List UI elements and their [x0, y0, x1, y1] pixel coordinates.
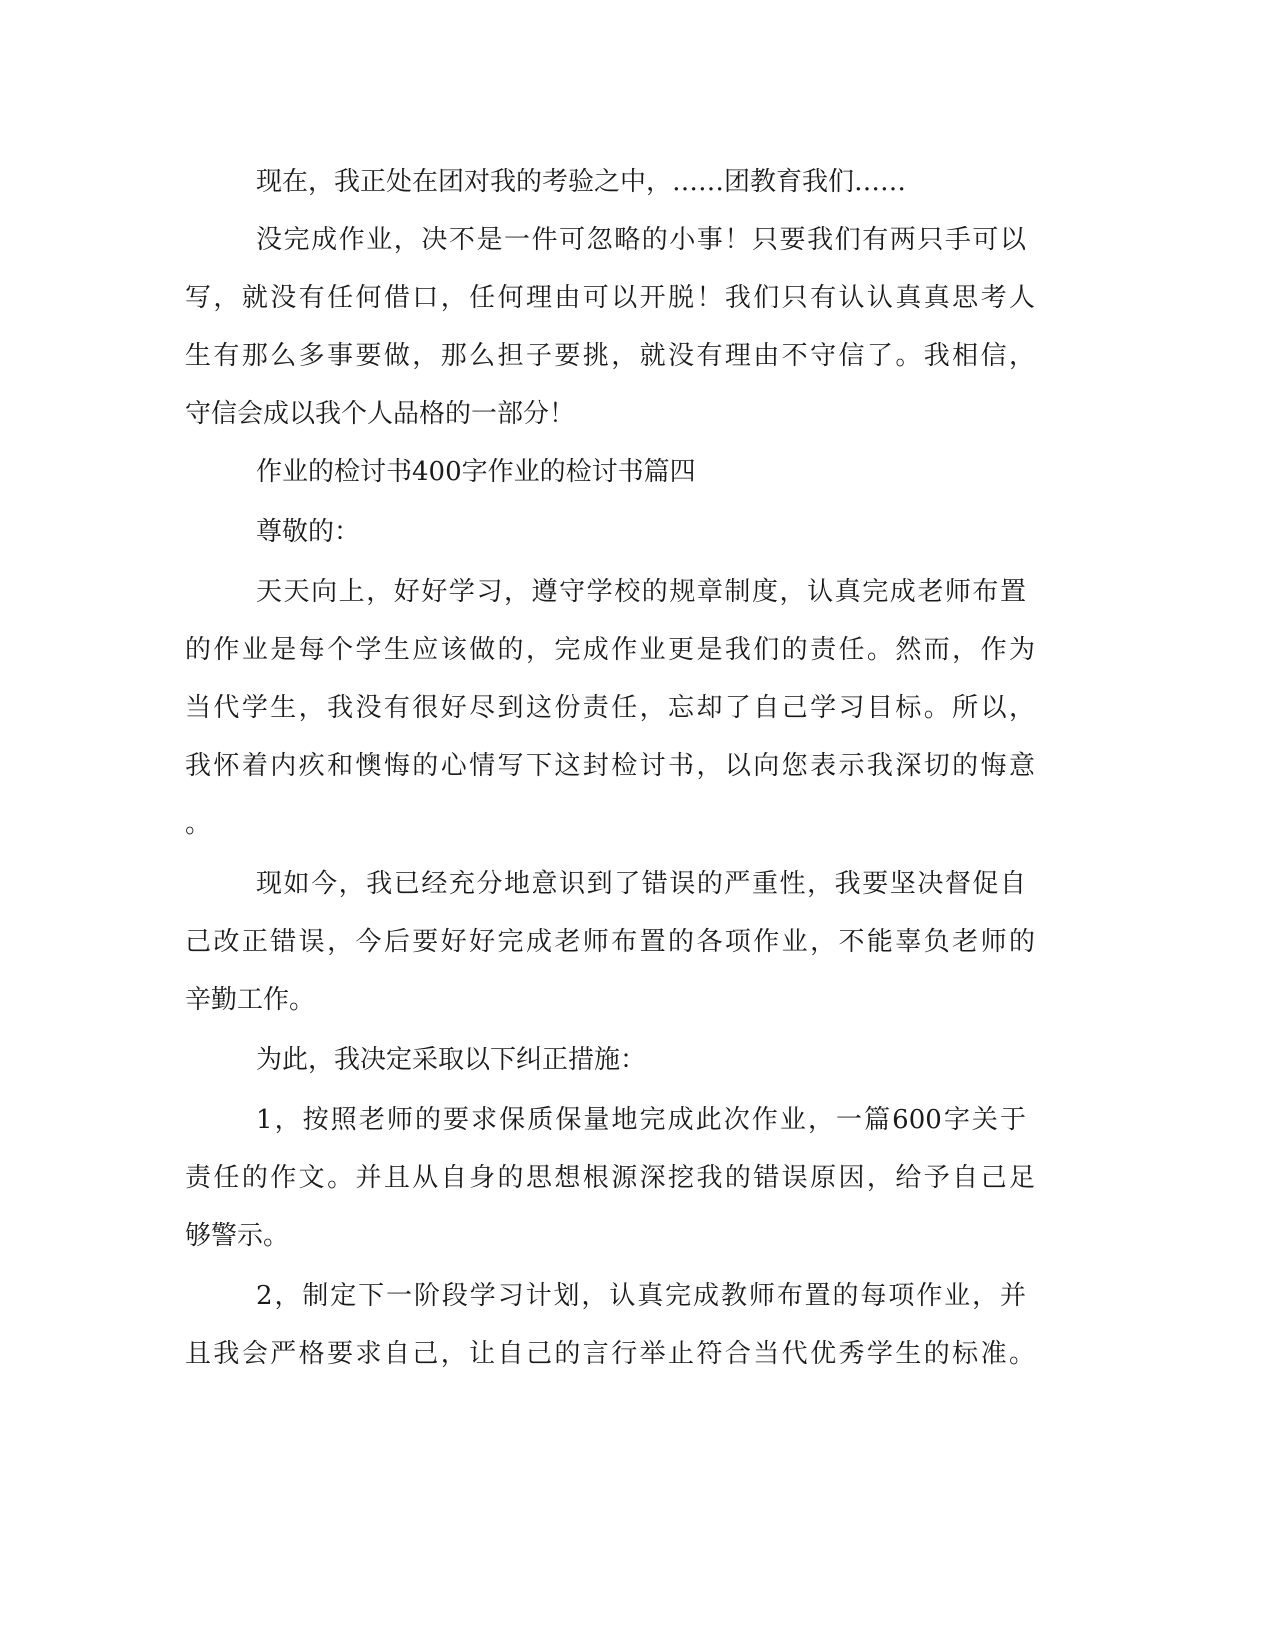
- paragraph-line: 的作业是每个学生应该做的，完成作业更是我们的责任。然而，作为: [185, 635, 1035, 665]
- paragraph-line: 天天向上，好好学习，遵守学校的规章制度，认真完成老师布置: [256, 577, 1026, 607]
- paragraph-line: 没完成作业，决不是一件可忽略的小事！只要我们有两只手可以: [256, 225, 1026, 255]
- salutation: 尊敬的：: [256, 517, 361, 547]
- paragraph-line: 生有那么多事要做，那么担子要挑，就没有理由不守信了。我相信，: [185, 341, 1035, 371]
- list-item-line: 够警示。: [185, 1221, 290, 1251]
- list-item-line: 且我会严格要求自己，让自己的言行举止符合当代优秀学生的标准。: [185, 1339, 1035, 1369]
- list-item-line: 1，按照老师的要求保质保量地完成此次作业，一篇600字关于: [256, 1105, 1026, 1135]
- paragraph-line: 写，就没有任何借口，任何理由可以开脱！我们只有认认真真思考人: [185, 283, 1035, 313]
- paragraph-line: 守信会成以我个人品格的一部分！: [185, 399, 576, 429]
- paragraph-line: 。: [185, 809, 212, 839]
- paragraph-line: 现如今，我已经充分地意识到了错误的严重性，我要坚决督促自: [256, 869, 1026, 899]
- paragraph-line: 辛勤工作。: [185, 985, 316, 1015]
- paragraph-line: 己改正错误，今后要好好完成老师布置的各项作业，不能辜负老师的: [185, 927, 1035, 957]
- list-item-line: 责任的作文。并且从自身的思想根源深挖我的错误原因，给予自己足: [185, 1163, 1035, 1193]
- list-item-line: 2，制定下一阶段学习计划，认真完成教师布置的每项作业，并: [256, 1281, 1026, 1311]
- paragraph-line: 我怀着内疚和懊悔的心情写下这封检讨书，以向您表示我深切的悔意: [185, 751, 1035, 781]
- paragraph-line: 为此，我决定采取以下纠正措施：: [256, 1045, 647, 1075]
- paragraph-line: 现在，我正处在团对我的考验之中，……团教育我们……: [256, 167, 907, 197]
- paragraph-line: 当代学生，我没有很好尽到这份责任，忘却了自己学习目标。所以，: [185, 693, 1035, 723]
- section-heading: 作业的检讨书400字作业的检讨书篇四: [256, 457, 696, 487]
